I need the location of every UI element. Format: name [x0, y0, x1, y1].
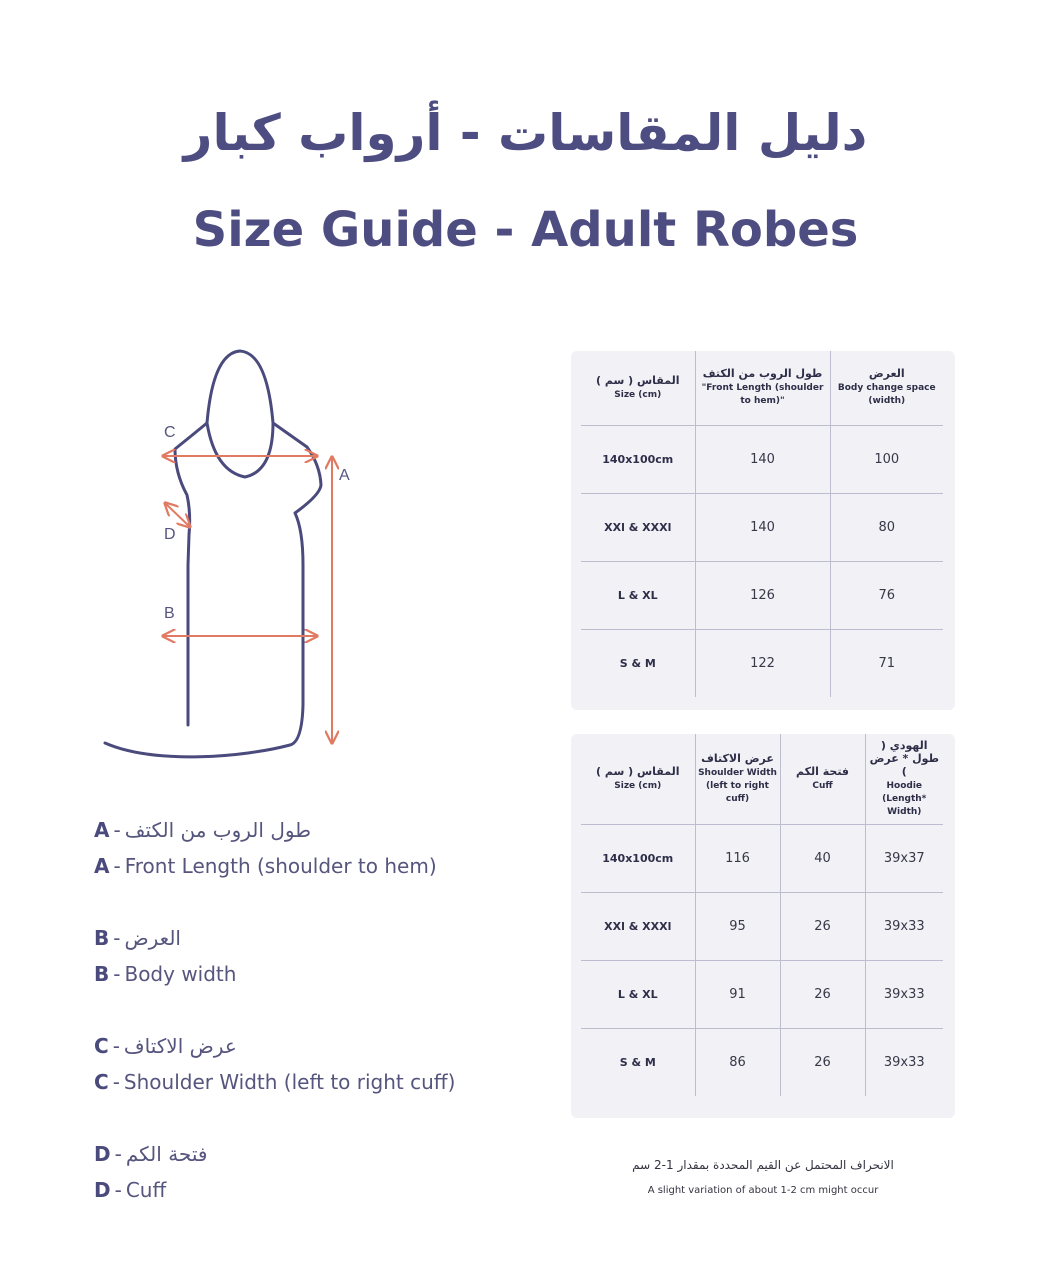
table-cell: 39x37 [865, 824, 943, 892]
table-cell: 39x33 [865, 1028, 943, 1096]
table-cell: 116 [695, 824, 780, 892]
table-cell: L & XL [581, 960, 695, 1028]
table-row [581, 493, 943, 561]
table-header-cell: عرض الاكتاف Shoulder Width (left to right cuff) [695, 734, 780, 824]
table-cell: 39x33 [865, 960, 943, 1028]
diagram-label-d: D [164, 526, 176, 543]
table-cell: 40 [780, 824, 865, 892]
table-header-cell: العرض Body change space (width) [830, 351, 943, 425]
table-cell: 140 [695, 425, 830, 493]
legend-line-arabic: D - فتحة الكم [94, 1142, 208, 1166]
table-cell: 140 [695, 493, 830, 561]
table-cell: 122 [695, 629, 830, 697]
table-cell: 71 [830, 629, 943, 697]
table-header-row [581, 351, 943, 425]
table-header-cell: فتحة الكم Cuff [780, 734, 865, 824]
page-title-english: Size Guide - Adult Robes [192, 202, 859, 258]
table-row [581, 960, 943, 1028]
legend-line-arabic: B - العرض [94, 926, 181, 950]
table-header-cell: طول الروب من الكتف "Front Length (shoulder to hem)" [695, 351, 830, 425]
diagram-label-c: C [164, 424, 176, 441]
table-cell: 91 [695, 960, 780, 1028]
diagram-label-a: A [339, 467, 350, 484]
table-header-cell: المقاس ( سم ) Size (cm) [581, 734, 695, 824]
variation-note-english: A slight variation of about 1-2 cm might occur [647, 1185, 879, 1196]
table-cell: 140x100cm [581, 425, 695, 493]
legend-line-english: B - Body width [94, 962, 237, 986]
table-cell: 26 [780, 892, 865, 960]
legend-item-c [94, 1032, 514, 1104]
table-row [581, 561, 943, 629]
dimension-arrow-d [165, 503, 190, 527]
legend-item-a [94, 816, 514, 888]
table-row [581, 892, 943, 960]
diagram-label-b: B [164, 605, 175, 622]
legend-item-b [94, 924, 514, 996]
table-row [581, 629, 943, 697]
legend-line-arabic: C - عرض الاكتاف [94, 1034, 237, 1058]
table-cell: 39x33 [865, 892, 943, 960]
table-header-cell: الهودي ( طول * عرض ) Hoodie (Length* Width) [865, 734, 943, 824]
table-cell: XXl & XXXl [581, 892, 695, 960]
table-header-row [581, 734, 943, 824]
variation-note-arabic: الانحراف المحتمل عن القيم المحددة بمقدار 1-2 سم [632, 1158, 894, 1172]
table-cell: 100 [830, 425, 943, 493]
size-table-shoulder-cuff-hoodie [571, 734, 955, 1118]
legend-line-english: D - Cuff [94, 1178, 167, 1202]
table-cell: S & M [619, 1055, 656, 1069]
table-cell: 76 [830, 561, 943, 629]
table-row [581, 1028, 943, 1096]
table-cell: L & XL [581, 561, 695, 629]
table-header-cell: المقاس ( سم ) Size (cm) [581, 351, 695, 425]
table-row [581, 425, 943, 493]
table-cell: 140x100cm [581, 824, 695, 892]
measurement-legend [94, 816, 514, 1248]
table-cell: 26 [780, 960, 865, 1028]
legend-line-arabic: A - طول الروب من الكتف [94, 818, 312, 842]
robe-outline [105, 351, 321, 757]
table-cell: 95 [695, 892, 780, 960]
table-cell: 86 [695, 1028, 780, 1096]
table-cell: 80 [830, 493, 943, 561]
legend-item-d [94, 1140, 514, 1212]
table-cell: 126 [695, 561, 830, 629]
table-cell: XXl & XXXl [581, 493, 695, 561]
table-cell: S & M [619, 656, 656, 670]
table-row [581, 824, 943, 892]
table-cell: 26 [780, 1028, 865, 1096]
page-title-arabic: دليل المقاسات - أرواب كبار [183, 104, 868, 162]
legend-line-english: C - Shoulder Width (left to right cuff) [94, 1070, 456, 1094]
size-table-length-width [571, 351, 955, 710]
legend-line-english: A - Front Length (shoulder to hem) [94, 854, 437, 878]
robe-diagram [95, 345, 375, 765]
